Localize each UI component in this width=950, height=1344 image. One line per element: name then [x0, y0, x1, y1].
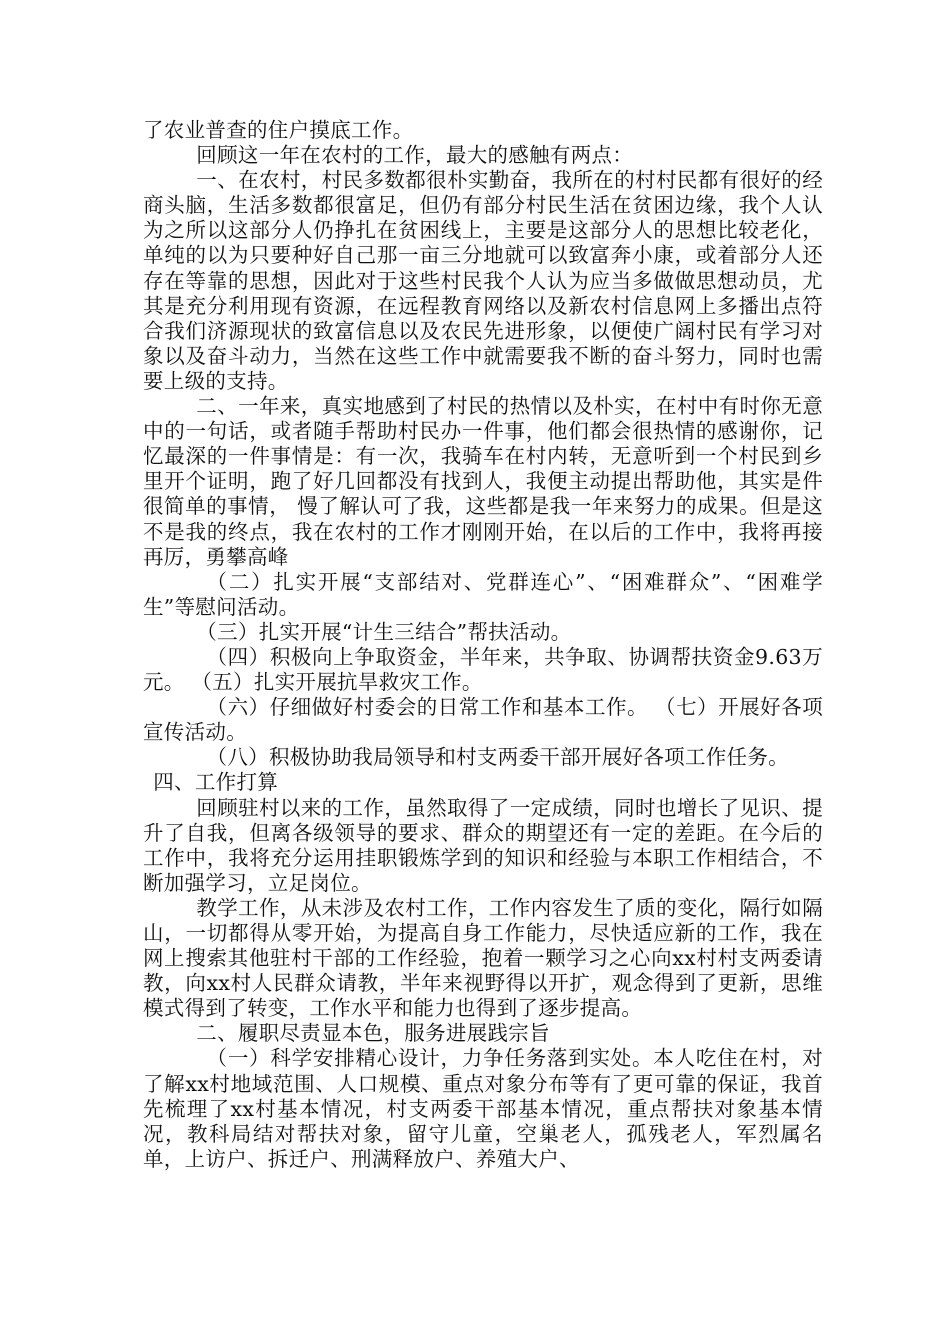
paragraph: （四）积极向上争取资金，半年来，共争取、协调帮扶资金9.63万元。 （五）扎实开展抗旱救灾工作。: [143, 644, 823, 695]
paragraph: 教学工作，从未涉及农村工作，工作内容发生了质的变化，隔行如隔山，一切都得从零开始，为提高自身工作能力，尽快适应新的工作，我在网上搜索其他驻村干部的工作经验，抱着一颗学习之心向xx村村支两委请教，向xx村人民群众请教，半年来视野得以开扩，观念得到了更新，思维模式得到了转变，工作水平和能力也得到了逐步提高。: [143, 895, 823, 1021]
paragraph: （六）仔细做好村委会的日常工作和基本工作。 （七）开展好各项宣传活动。: [143, 695, 823, 745]
section-heading: 二、履职尽责显本色，服务进展践宗旨: [196, 1021, 550, 1046]
paragraph: 一、在农村，村民多数都很朴实勤奋，我所在的村村民都有很好的经商头脑，生活多数都很富足，但仍有部分村民生活在贫困边缘，我个人认为之所以这部分人仍挣扎在贫困线上，主要是这部分人的思想比较老化，单纯的以为只要种好自己那一亩三分地就可以致富奔小康，或着部分人还存在等靠的思想，因此对于这些村民我个人认为应当多做做思想动员，尤其是充分利用现有资源，在远程教育网络以及新农村信息网上多播出点符合我们济源现状的致富信息以及农民先进形象，以便使广阔村民有学习对象以及奋斗动力，当然在这些工作中就需要我不断的奋斗努力，同时也需要上级的支持。: [143, 168, 823, 393]
section-heading: 四、工作打算: [153, 770, 279, 795]
paragraph: 回顾这一年在农村的工作，最大的感触有两点：: [196, 143, 634, 168]
paragraph: （八）积极协助我局领导和村支两委干部开展好各项工作任务。: [206, 745, 789, 770]
document-body: [143, 118, 823, 1172]
paragraph: 二、一年来，真实地感到了村民的热情以及朴实，在村中有时你无意中的一句话，或者随手帮助村民办一件事，他们都会很热情的感谢你，记忆最深的一件事情是：有一次，我骑车在村内转，无意听到一个村民到乡里开个证明，跑了好几回都没有找到人，我便主动提出帮助他，其实是件很简单的事情， 慢了解认可了我，这些都是我一年来努力的成果。但是这不是我的终点，我在农村的工作才刚刚开始，在以后的工作中，我将再接再厉，勇攀高峰: [143, 394, 823, 569]
paragraph: （二）扎实开展“支部结对、党群连心”、“困难群众”、“困难学生”等慰问活动。: [143, 569, 823, 619]
paragraph: （三）扎实开展“计生三结合”帮扶活动。: [196, 619, 572, 644]
paragraph: 了农业普查的住户摸底工作。: [143, 118, 414, 142]
paragraph: （一）科学安排精心设计，力争任务落到实处。本人吃住在村，对了解xx村地域范围、人口规模、重点对象分布等有了更可靠的保证，我首先梳理了xx村基本情况，村支两委干部基本情况，重点帮扶对象基本情况，教科局结对帮扶对象，留守儿童，空巢老人，孤残老人，军烈属名单，上访户、拆迁户、刑满释放户、养殖大户、: [143, 1046, 823, 1171]
paragraph: 回顾驻村以来的工作，虽然取得了一定成绩，同时也增长了见识、提升了自我，但离各级领导的要求、群众的期望还有一定的差距。在今后的工作中，我将充分运用挂职锻炼学到的知识和经验与本职工作相结合，不断加强学习，立足岗位。: [143, 795, 823, 895]
